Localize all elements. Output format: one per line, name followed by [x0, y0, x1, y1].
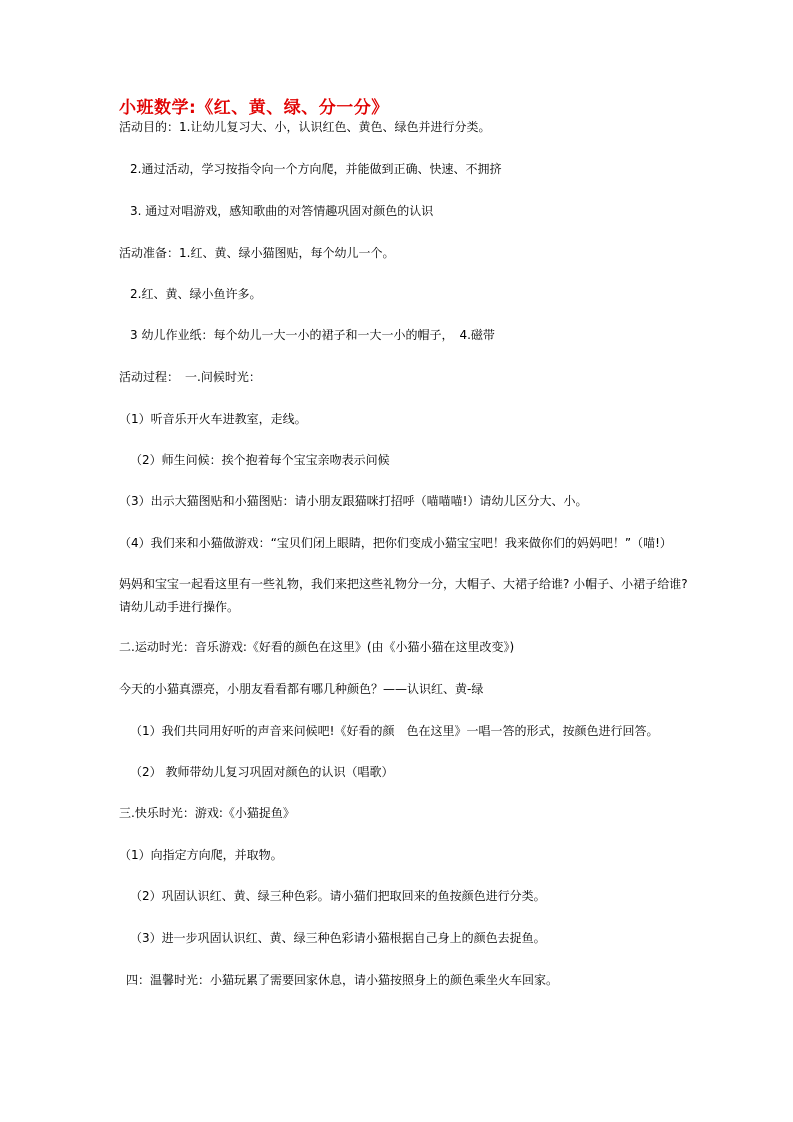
section-two-step-2: （2） 教师带幼儿复习巩固对颜色的认识（唱歌）: [130, 765, 394, 779]
section-three-step-3: （3）进一步巩固认识红、黄、绿三种色彩请小猫根据自己身上的颜色去捉鱼。: [130, 931, 546, 945]
gift-paragraph: 妈妈和宝宝一起看这里有一些礼物，我们来把这些礼物分一分，大帽子、大裙子给谁? 小帽子、小裙子给谁? 请幼儿动手进行操作。: [119, 577, 688, 614]
process-heading: 活动过程： 一.问候时光：: [119, 370, 261, 384]
section-two-step-1: （1）我们共同用好听的声音来问候吧!《好看的颜 色在这里》一唱一答的形式，按颜色进行回答。: [130, 724, 659, 738]
process-step-4: （4）我们来和小猫做游戏：“宝贝们闭上眼睛，把你们变成小猫宝宝吧！我来做你们的妈妈吧！”（喵!）: [119, 536, 672, 550]
page-title: 小班数学:《红、黄、绿、分一分》: [119, 98, 389, 118]
process-step-3: （3）出示大猫图贴和小猫图贴：请小朋友跟猫咪打招呼（喵喵喵!）请幼儿区分大、小。: [119, 494, 588, 508]
preparation-line: 活动准备：1.红、黄、绿小猫图贴，每个幼儿一个。: [119, 246, 395, 260]
section-three-step-2: （2）巩固认识红、黄、绿三种色彩。请小猫们把取回来的鱼按颜色进行分类。: [130, 889, 546, 903]
section-four-line: 四：温馨时光：小猫玩累了需要回家休息，请小猫按照身上的颜色乘坐火车回家。: [126, 973, 559, 987]
preparation-item-3: 3 幼儿作业纸：每个幼儿一大一小的裙子和一大一小的帽子， 4.磁带: [130, 328, 495, 342]
objective-line: 活动目的：1.让幼儿复习大、小，认识红色、黄色、绿色并进行分类。: [119, 120, 491, 134]
objective-item-3: 3. 通过对唱游戏，感知歌曲的对答情趣巩固对颜色的认识: [130, 204, 434, 218]
section-three-step-1: （1）向指定方向爬，并取物。: [119, 848, 283, 862]
process-step-2: （2）师生问候：挨个抱着每个宝宝亲吻表示问候: [130, 453, 390, 467]
process-step-1: （1）听音乐开火车进教室，走线。: [119, 412, 307, 426]
section-three-heading: 三.快乐时光：游戏:《小猫捉鱼》: [119, 806, 295, 820]
preparation-item-2: 2.红、黄、绿小鱼许多。: [130, 287, 262, 301]
section-two-intro: 今天的小猫真漂亮，小朋友看看都有哪几种颜色？——认识红、黄-绿: [119, 682, 484, 696]
objective-item-2: 2.通过活动，学习按指令向一个方向爬，并能做到正确、快速、不拥挤: [130, 162, 502, 176]
section-two-heading: 二.运动时光：音乐游戏:《好看的颜色在这里》(由《小猫小猫在这里改变》): [119, 640, 515, 654]
